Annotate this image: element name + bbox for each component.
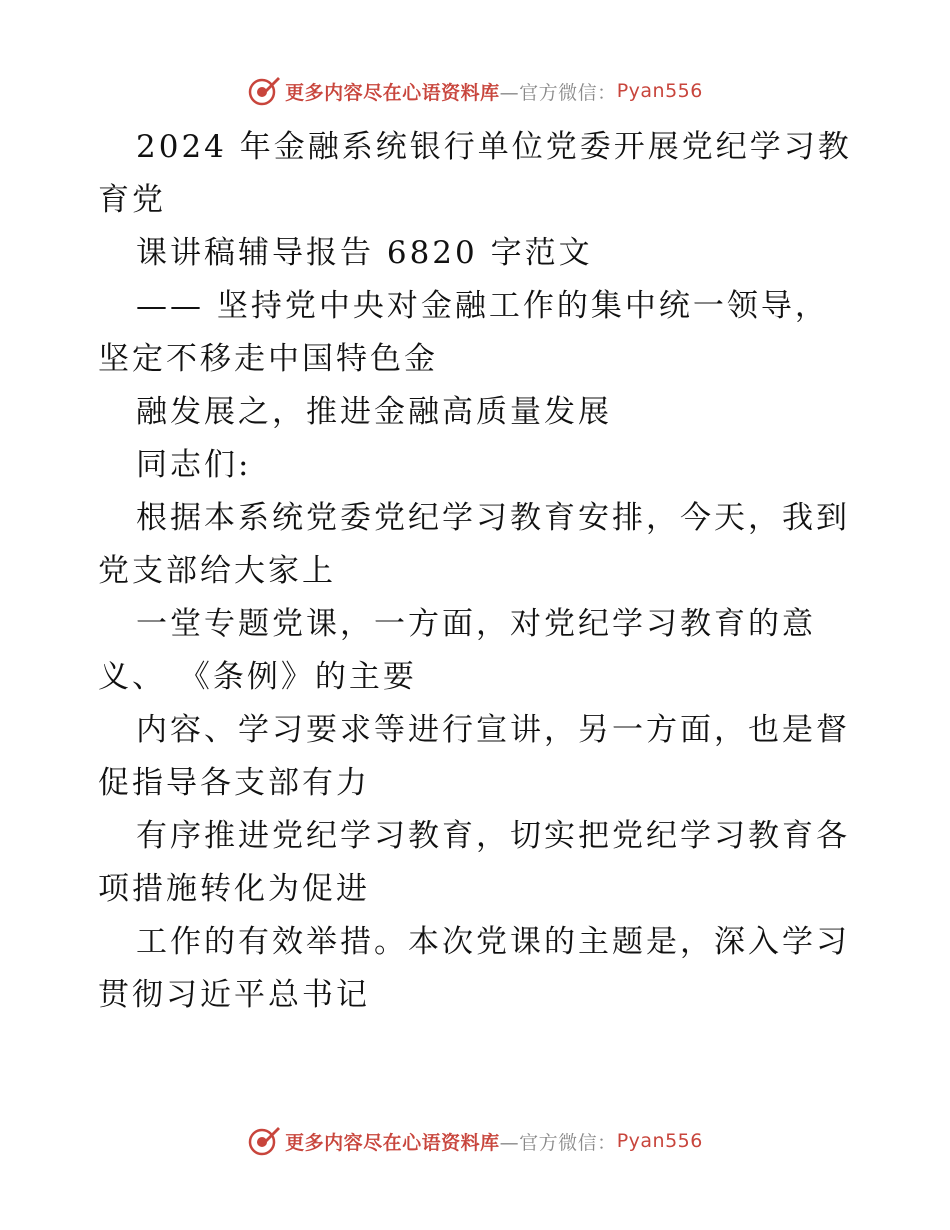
watermark-label-text: —官方微信： (499, 81, 617, 104)
text-line: 2024 年金融系统银行单位党委开展党纪学习教 (136, 129, 852, 165)
text-line: 根据本系统党委党纪学习教育安排，今天，我到 (136, 500, 850, 536)
text-line: 坚定不移走中国特色金 (98, 341, 438, 377)
text-line: 育党 (98, 182, 166, 218)
header-watermark (0, 74, 950, 108)
text-line: 有序推进党纪学习教育，切实把党纪学习教育各 (136, 818, 850, 854)
watermark-label-text: —官方微信： (499, 1131, 617, 1154)
text-line: 义、 《条例》的主要 (98, 659, 417, 695)
text-line: —— 坚持党中央对金融工作的集中统一领导， (136, 288, 829, 324)
text-line: 融发展之，推进金融高质量发展 (136, 394, 612, 430)
brush-pen-logo-icon (247, 74, 281, 108)
watermark-site-text: 更多内容尽在心语资料库 (285, 1131, 500, 1154)
text-line: 项措施转化为促进 (98, 871, 370, 907)
text-line: 贯彻习近平总书记 (98, 977, 370, 1013)
text-line: 内容、学习要求等进行宣讲，另一方面，也是督 (136, 712, 850, 748)
watermark-wechat-id: Pyan556 (616, 1130, 703, 1152)
watermark-site-text: 更多内容尽在心语资料库 (285, 81, 500, 104)
text-line: 同志们: (136, 447, 252, 483)
text-line: 课讲稿辅导报告 6820 字范文 (136, 235, 593, 271)
text-line: 一堂专题党课，一方面，对党纪学习教育的意 (136, 606, 816, 642)
brush-pen-logo-icon (247, 1124, 281, 1158)
document-body (98, 121, 858, 1022)
footer-watermark (0, 1124, 950, 1158)
text-line: 工作的有效举措。本次党课的主题是，深入学习 (136, 924, 850, 960)
watermark-wechat-id: Pyan556 (616, 80, 703, 102)
text-line: 党支部给大家上 (98, 553, 336, 589)
text-line: 促指导各支部有力 (98, 765, 370, 801)
